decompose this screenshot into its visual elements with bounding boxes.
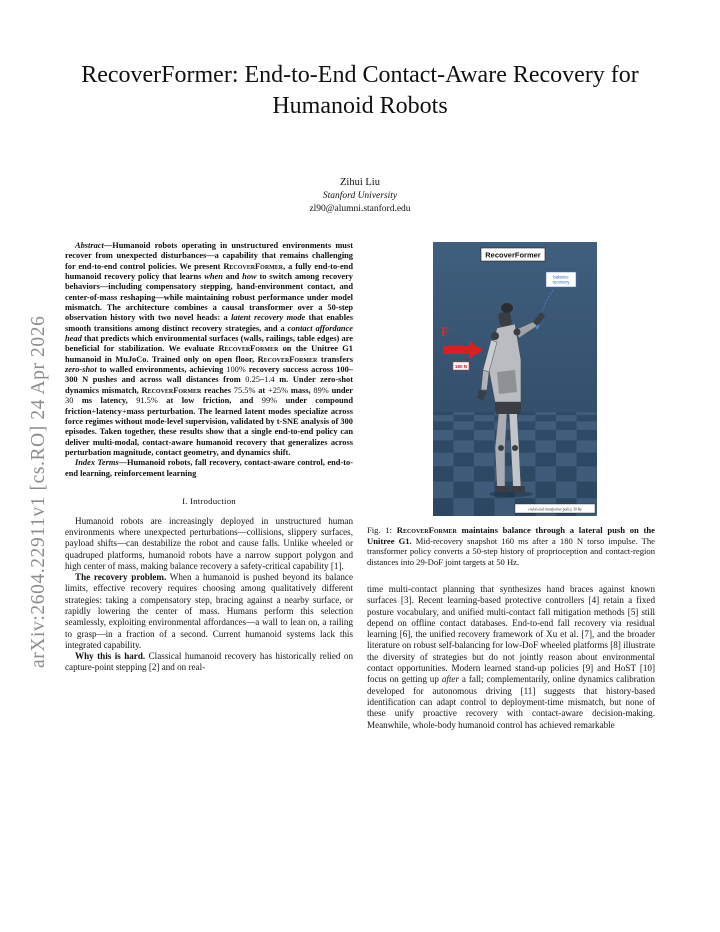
- floor-tile: [474, 453, 495, 467]
- floor-tile: [474, 415, 495, 421]
- abstract-number: 0.25: [245, 375, 260, 385]
- right-paragraph-1-italic: after: [441, 674, 460, 685]
- abstract-number: 99%: [261, 396, 278, 406]
- floor-tile: [474, 466, 495, 481]
- abstract-body: [65, 241, 353, 457]
- force-arrow-shaft: [443, 346, 469, 354]
- abstract-smallcaps-name: RecoverFormer: [141, 385, 202, 395]
- floor-tile: [536, 421, 557, 430]
- floor-tile: [454, 412, 475, 415]
- caption-label: Fig. 1:: [367, 525, 397, 535]
- floor-tile: [433, 430, 454, 440]
- abstract-number: 1.4: [264, 375, 275, 385]
- abstract-smallcaps-name: RecoverFormer: [257, 354, 318, 364]
- abstract-text-segment: m. Under zero-shot dynamics mismatch,: [65, 375, 353, 395]
- floor-tile: [433, 412, 454, 415]
- paper-title: RecoverFormer: End-to-End Contact-Aware Recovery for Humanoid Robots: [81, 62, 639, 119]
- abstract-italic-term: contact affordance head: [65, 323, 354, 344]
- abstract-text-segment: mass,: [288, 385, 314, 395]
- abstract-italic-term: when: [204, 272, 223, 282]
- floor-tile: [556, 421, 577, 430]
- author-name: Zihui Liu: [340, 177, 380, 188]
- abstract-text-segment: ms latency,: [73, 396, 137, 406]
- arxiv-id: arXiv:2604.22911v1 [cs.RO] 24 Apr 2026: [28, 315, 49, 668]
- floor-tile: [536, 415, 557, 421]
- abstract-number: 89%: [313, 385, 329, 395]
- floor-tile: [433, 466, 454, 481]
- floor-tile: [454, 430, 475, 440]
- abstract-text-segment: under: [328, 385, 353, 395]
- abstract-number: +: [91, 406, 97, 416]
- abstract-text-segment: under compound friction: [65, 396, 353, 416]
- floor-tile: [536, 412, 557, 415]
- abstract-smallcaps-name: RecoverFormer: [218, 344, 279, 354]
- abstract-text-segment: —Humanoid robots operating in unstructured environments must recover from unexpected disturbances—a capability that remains challenging for end-to-end control policies. We present: [65, 241, 353, 271]
- author-email: zl90@alumni.stanford.edu: [309, 204, 411, 214]
- force-value: 180 N: [454, 364, 468, 369]
- floor-tile: [556, 415, 577, 421]
- floor-tile: [495, 498, 516, 516]
- floor-tile: [577, 412, 598, 415]
- floor-tile: [454, 466, 475, 481]
- floor-tile: [577, 421, 598, 430]
- floor-tile: [556, 412, 577, 415]
- floor-tile: [474, 440, 495, 452]
- floor-tile: [536, 482, 557, 499]
- section-heading-introduction: [65, 496, 353, 507]
- abstract-italic-term: zero-shot: [65, 365, 97, 375]
- abstract-number: 100%: [226, 365, 246, 375]
- abstract-text-segment: at low friction, and: [157, 396, 262, 406]
- floor-tile: [433, 453, 454, 467]
- abstract-number: 75.5%: [233, 385, 256, 395]
- intro-paragraph-3-text: Classical humanoid recovery has historically relied on capture-point stepping [2] and on real-: [65, 651, 353, 673]
- abstract-number: 91.5%: [136, 396, 158, 406]
- floor-tile: [536, 466, 557, 481]
- floor-tile: [474, 498, 495, 516]
- floor-tile: [556, 482, 577, 499]
- abstract-text-segment: to walled environments, achieving: [96, 365, 227, 375]
- floor-tile: [433, 421, 454, 430]
- floor-tile: [556, 430, 577, 440]
- abstract-number: +: [121, 406, 127, 416]
- floor-tile: [536, 430, 557, 440]
- floor-tile: [474, 482, 495, 499]
- intro-paragraph-3: [65, 651, 353, 674]
- floor-tile: [474, 412, 495, 415]
- abstract-italic-term: how: [242, 272, 257, 282]
- floor-tile: [454, 482, 475, 499]
- abstract-text-segment: to switch among recovery behaviors—including compensatory stepping, hand-environment contact, and center-of-mass reshaping—while maintaining robust performance under model mismatch. The architecture combines a causal transformer over a 50-step observation history with two novel heads: a: [65, 272, 353, 323]
- abstract-text-segment: reaches: [201, 385, 234, 395]
- floor-tile: [474, 430, 495, 440]
- right-paragraph-1-a: time multi-contact planning that synthesizes hand braces against known surfaces [3]. Recent learning-based protective controllers [4] retain a fixed posture vocabulary, and unified multi-contact fall mitigation methods [5] still depend on offline contact databases. End-to-end fall recovery via residual learning [6], the unified recovery framework of Xu et al. [7], and the broader literature on robust self-balancing for low-DoF wheeled platforms [8] illustrate the diversity of strategies but do not jointly reason about environmental contact opportunities. Modern learned stand-up policies [9] and HoST [10] focus on getting up: [367, 584, 655, 685]
- floor-tile: [556, 440, 577, 452]
- floor-tile: [454, 453, 475, 467]
- floor-tile: [577, 430, 598, 440]
- right-column: [367, 584, 655, 731]
- floor-tile: [433, 440, 454, 452]
- balance-label: balance recovery: [552, 274, 570, 285]
- floor-tile: [577, 482, 598, 499]
- section-heading-text: I. Introduction: [182, 495, 236, 506]
- floor-tile: [536, 453, 557, 467]
- floor-tile: [454, 440, 475, 452]
- abstract-text-segment: recovery success across 100–300 N pushes and across wall distances from: [65, 365, 353, 385]
- abstract-italic-term: latent recovery mode: [231, 313, 306, 323]
- abstract-text-segment: transfers: [317, 354, 353, 364]
- floor-tile: [556, 453, 577, 467]
- figure-caption-block: [367, 525, 655, 568]
- abstract-number: 30: [65, 396, 74, 406]
- author-affiliation: Stanford University: [322, 191, 398, 201]
- abstract-smallcaps-name: RecoverFormer: [223, 261, 284, 271]
- abstract-text-segment: latency: [96, 406, 122, 416]
- index-terms-label: Index Terms: [75, 458, 119, 468]
- footer-label: end-to-end transformer policy, 50 Hz: [528, 507, 582, 512]
- arxiv-stamp: [16, 258, 56, 678]
- floor-tile: [556, 466, 577, 481]
- abstract-text-segment: at: [255, 385, 268, 395]
- intro-paragraph-2-text: When a humanoid is pushed beyond its balance limits, effective recovery requires choosing among qualitatively different strategies: taking a compensatory step, bracing against a nearby surface, or rapidly lowering the center of mass. Humans perform this selection seamlessly, exploiting environmental affordances—a wall to lean on, a railing to grasp—in a fraction of a second. Current humanoid systems lack this integrated capability.: [65, 572, 353, 650]
- abstract-text-segment: that predicts which environmental surfaces (walls, railings, table edges) are beneficial for stabilization. We evaluate: [65, 334, 353, 354]
- right-paragraph-1-b: a fall; complementarily, online dynamics calibration developed for autonomous driving [11] suggests that history-based identification can adapt control to deployment-time mismatch, but none of these unify proactive recovery with contact-aware decision-making. Meanwhile, whole-body humanoid control has achieved remarkable: [367, 674, 655, 730]
- caption-bold-text: maintains balance through a lateral push on the Unitree G1.: [367, 525, 656, 546]
- abstract-text-segment: , a fully end-to-end humanoid recovery policy that learns: [65, 261, 353, 282]
- floor-tile: [454, 498, 475, 516]
- left-column: [65, 241, 353, 674]
- abstract-text-segment: mass perturbation. The learned latent modes specialize across force regimes without mode-level supervision, validated by t-SNE analysis of 300 episodes. Taken together, these results show that a single end-to-end policy can deliver multi-modal, contact-aware humanoid recovery that generalizes across perturbation magnitude, contact geometry, and dynamics shift.: [65, 406, 353, 457]
- panel-title: RecoverFormer: [485, 250, 541, 260]
- floor-tile: [474, 421, 495, 430]
- floor-tile: [433, 498, 454, 516]
- force-letter: F: [441, 324, 449, 339]
- index-terms-text: —Humanoid robots, fall recovery, contact-aware control, end-to-end learning, reinforcement learning: [65, 458, 353, 478]
- abstract-text-segment: and: [222, 272, 243, 282]
- caption-bold-name: RecoverFormer: [396, 525, 457, 535]
- index-terms: [65, 458, 353, 479]
- runin-heading-recovery-problem: The recovery problem.: [75, 572, 167, 583]
- floor-tile: [536, 440, 557, 452]
- abstract-text-segment: on the Unitree G1 humanoid in MuJoCo. Trained only on open floor,: [65, 344, 353, 364]
- floor-tile: [577, 466, 598, 481]
- floor-tile: [433, 482, 454, 499]
- floor-tile: [577, 453, 598, 467]
- runin-heading-why-hard: Why this is hard.: [75, 651, 146, 662]
- floor-tile: [515, 415, 536, 421]
- abstract-text-segment: –: [259, 375, 265, 385]
- floor-tile: [577, 415, 598, 421]
- abstract-label: Abstract: [75, 241, 104, 250]
- floor-tile: [433, 415, 454, 421]
- floor-tile: [577, 440, 598, 452]
- figure-caption: [367, 525, 655, 568]
- abstract-number: +25%: [267, 385, 289, 395]
- right-paragraph-1: [367, 584, 655, 731]
- abstract-text-segment: that enables smooth transitions among distinct recovery strategies, and a: [65, 313, 353, 333]
- intro-paragraph-2: [65, 572, 353, 651]
- floor-tile: [454, 421, 475, 430]
- caption-text: Mid-recovery snapshot 160 ms after a 180 N torso impulse. The transformer policy converts a 50-step history of proprioception and contact-region distances into 29-DoF joint targets at 50 Hz.: [367, 535, 655, 568]
- abstract: [65, 241, 353, 458]
- floor-tile: [454, 415, 475, 421]
- figure-1-image: [433, 242, 597, 516]
- intro-paragraph-1: Humanoid robots are increasingly deployed in unstructured human environments where unexpected perturbations—collisions, slippery surfaces, payload shifts—can destabilize the robot and cause falls. Unlike wheeled or quadruped platforms, humanoid robots have a narrow support polygon and high center of mass, making balance recovery a safety-critical capability [1].: [65, 515, 353, 571]
